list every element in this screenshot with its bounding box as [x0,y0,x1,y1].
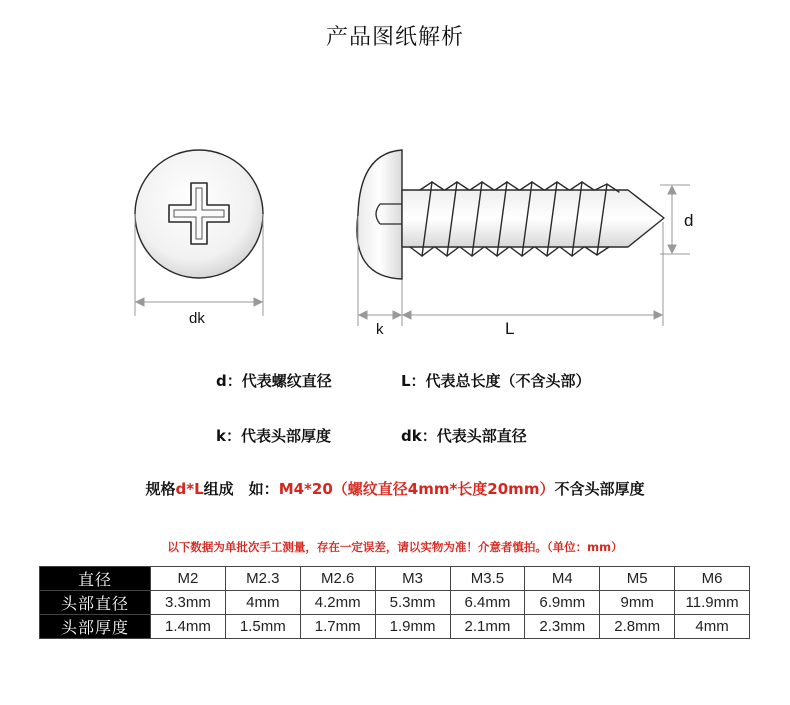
table-cell: 3.3mm [151,591,226,615]
screw-side-view [357,150,664,279]
table-cell: M2 [151,567,226,591]
table-cell: 9mm [600,591,675,615]
table-cell: 1.5mm [225,615,300,639]
legend-L: L：代表总长度（不含头部） [401,372,591,390]
table-cell: 2.8mm [600,615,675,639]
table-cell: 2.1mm [450,615,525,639]
table-cell: 1.4mm [151,615,226,639]
spec-tail: 不含头部厚度 [554,480,645,498]
measurement-notice: 以下数据为单批次手工测量，存在一定误差，请以实物为准！介意者慎拍。（单位：mm） [167,540,623,554]
table-cell: 4mm [675,615,750,639]
row-header: 头部直径 [40,591,151,615]
legend-dk: dk：代表头部直径 [401,427,527,445]
table-cell: 4.2mm [300,591,375,615]
table-cell: M3 [375,567,450,591]
size-table [39,566,750,639]
table-cell: M2.3 [225,567,300,591]
L-label: L [505,319,515,338]
legend-d: d：代表螺纹直径 [216,372,332,390]
table-cell: 6.4mm [450,591,525,615]
spec-example: M4*20（螺纹直径4mm*长度20mm） [278,480,555,498]
page-title: 产品图纸解析 [325,25,464,50]
table-cell: 5.3mm [375,591,450,615]
table-cell: M6 [675,567,750,591]
table-cell: M2.6 [300,567,375,591]
table-cell: M4 [525,567,600,591]
table-row [40,567,750,591]
table-row [40,591,750,615]
k-label: k [376,321,384,338]
table-cell: 1.7mm [300,615,375,639]
legend-k: k：代表头部厚度 [216,427,331,445]
table-cell: 4mm [225,591,300,615]
dk-label: dk [189,310,205,327]
table-cell: 1.9mm [375,615,450,639]
table-cell: 6.9mm [525,591,600,615]
head-top-view [135,150,263,278]
spec-prefix: 规格 [145,480,176,498]
row-header: 头部厚度 [40,615,151,639]
table-row [40,615,750,639]
table-cell: M5 [600,567,675,591]
spec-suffix: 组成 如： [203,480,279,498]
table-cell: M3.5 [450,567,525,591]
table-cell: 2.3mm [525,615,600,639]
spec-line [0,478,790,499]
row-header: 直径 [40,567,151,591]
spec-pattern: d*L [175,480,204,498]
d-label: d [684,211,694,230]
table-cell: 11.9mm [675,591,750,615]
